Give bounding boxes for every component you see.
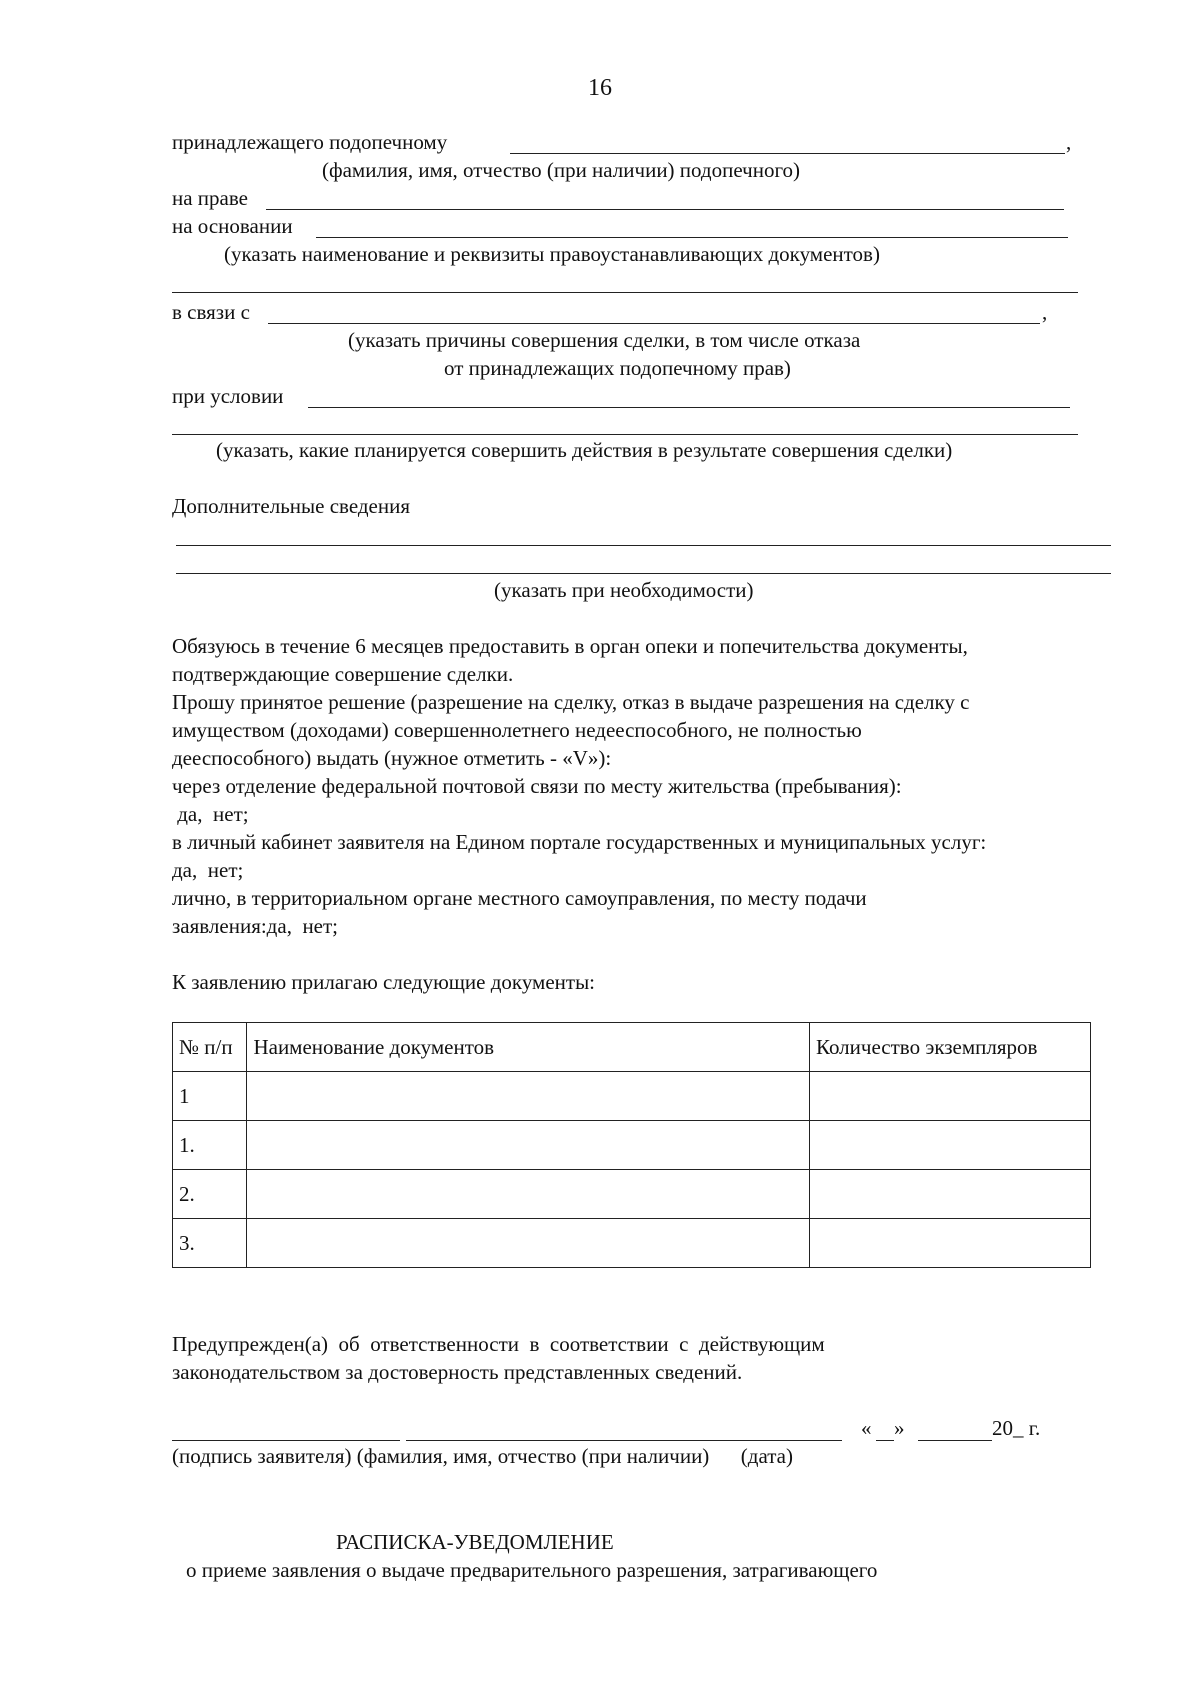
row-number: 1 (173, 1072, 247, 1121)
additional-line-2[interactable] (176, 573, 1111, 574)
reason-field[interactable] (268, 323, 1040, 324)
body-line-6: через отделение федеральной почтовой связи по месту жительства (пребывания): (172, 774, 902, 798)
additional-hint: (указать при необходимости) (494, 578, 754, 602)
header-number: № п/п (173, 1023, 247, 1072)
additional-label: Дополнительные сведения (172, 494, 411, 518)
right-field[interactable] (266, 209, 1064, 210)
right-label: на праве (172, 186, 248, 210)
attachments-intro: К заявлению прилагаю следующие документы: (172, 970, 596, 994)
reason-hint-line1: (указать причины совершения сделки, в том числе отказа (348, 328, 861, 352)
attachments-table (172, 1022, 1091, 1268)
row-number: 3. (173, 1219, 247, 1268)
receipt-subtitle: о приеме заявления о выдаче предварительного разрешения, затрагивающего (186, 1558, 878, 1582)
signature-caption: (подпись заявителя) (фамилия, имя, отчество (при наличии) (дата) (172, 1444, 793, 1468)
condition-extra-line[interactable] (172, 434, 1078, 435)
receipt-title: РАСПИСКА-УВЕДОМЛЕНИЕ (336, 1530, 614, 1554)
condition-field[interactable] (308, 407, 1070, 408)
reason-comma: , (1042, 300, 1048, 324)
basis-extra-line[interactable] (172, 292, 1078, 293)
option-mail-choice[interactable]: да, нет; (172, 802, 249, 826)
date-year-label: 20_ г. (992, 1416, 1041, 1440)
row-copies-cell[interactable] (810, 1121, 1091, 1170)
row-doc-name-cell[interactable] (247, 1072, 810, 1121)
option-portal-choice[interactable]: да, нет; (172, 858, 244, 882)
row-copies-cell[interactable] (810, 1219, 1091, 1268)
body-line-5: дееспособного) выдать (нужное отметить - «V»): (172, 746, 612, 770)
signature-field[interactable] (172, 1440, 400, 1441)
owner-label: принадлежащего подопечному (172, 130, 448, 154)
table-header-row (173, 1023, 1091, 1072)
owner-hint: (фамилия, имя, отчество (при наличии) подопечного) (322, 158, 801, 182)
owner-comma: , (1066, 130, 1072, 154)
basis-field[interactable] (316, 237, 1068, 238)
table-row (173, 1072, 1091, 1121)
basis-label: на основании (172, 214, 293, 238)
condition-label: при условии (172, 384, 284, 408)
row-number: 1. (173, 1121, 247, 1170)
reason-hint-line2: от принадлежащих подопечному прав) (444, 356, 791, 380)
date-open-quote: « (861, 1416, 872, 1440)
date-month-field[interactable] (918, 1440, 992, 1441)
table-row (173, 1170, 1091, 1219)
reason-label: в связи с (172, 300, 250, 324)
warning-line-2: законодательством за достоверность представленных сведений. (172, 1360, 743, 1384)
table-row (173, 1121, 1091, 1170)
row-copies-cell[interactable] (810, 1072, 1091, 1121)
row-doc-name-cell[interactable] (247, 1170, 810, 1219)
option-in-person-choice[interactable]: заявления:да, нет; (172, 914, 339, 938)
header-doc-name: Наименование документов (247, 1023, 810, 1072)
header-copies: Количество экземпляров (810, 1023, 1091, 1072)
row-doc-name-cell[interactable] (247, 1121, 810, 1170)
table-row (173, 1219, 1091, 1268)
body-line-3: Прошу принятое решение (разрешение на сделку, отказ в выдаче разрешения на сделку с (172, 690, 970, 714)
body-line-10: лично, в территориальном органе местного самоуправления, по месту подачи (172, 886, 867, 910)
condition-hint: (указать, какие планируется совершить действия в результате совершения сделки) (216, 438, 953, 462)
page-number: 16 (588, 75, 612, 101)
row-doc-name-cell[interactable] (247, 1219, 810, 1268)
row-copies-cell[interactable] (810, 1170, 1091, 1219)
basis-hint: (указать наименование и реквизиты правоустанавливающих документов) (224, 242, 880, 266)
date-close-quote: » (894, 1416, 905, 1440)
row-number: 2. (173, 1170, 247, 1219)
additional-line-1[interactable] (176, 545, 1111, 546)
full-name-field[interactable] (406, 1440, 842, 1441)
body-line-8: в личный кабинет заявителя на Едином портале государственных и муниципальных услуг: (172, 830, 987, 854)
date-day-field[interactable] (876, 1440, 894, 1441)
body-line-2: подтверждающие совершение сделки. (172, 662, 514, 686)
owner-field[interactable] (510, 153, 1065, 154)
body-line-1: Обязуюсь в течение 6 месяцев предоставить в орган опеки и попечительства документы, (172, 634, 968, 658)
warning-line-1: Предупрежден(а) об ответственности в соответствии с действующим (172, 1332, 825, 1356)
body-line-4: имуществом (доходами) совершеннолетнего недееспособного, не полностью (172, 718, 862, 742)
